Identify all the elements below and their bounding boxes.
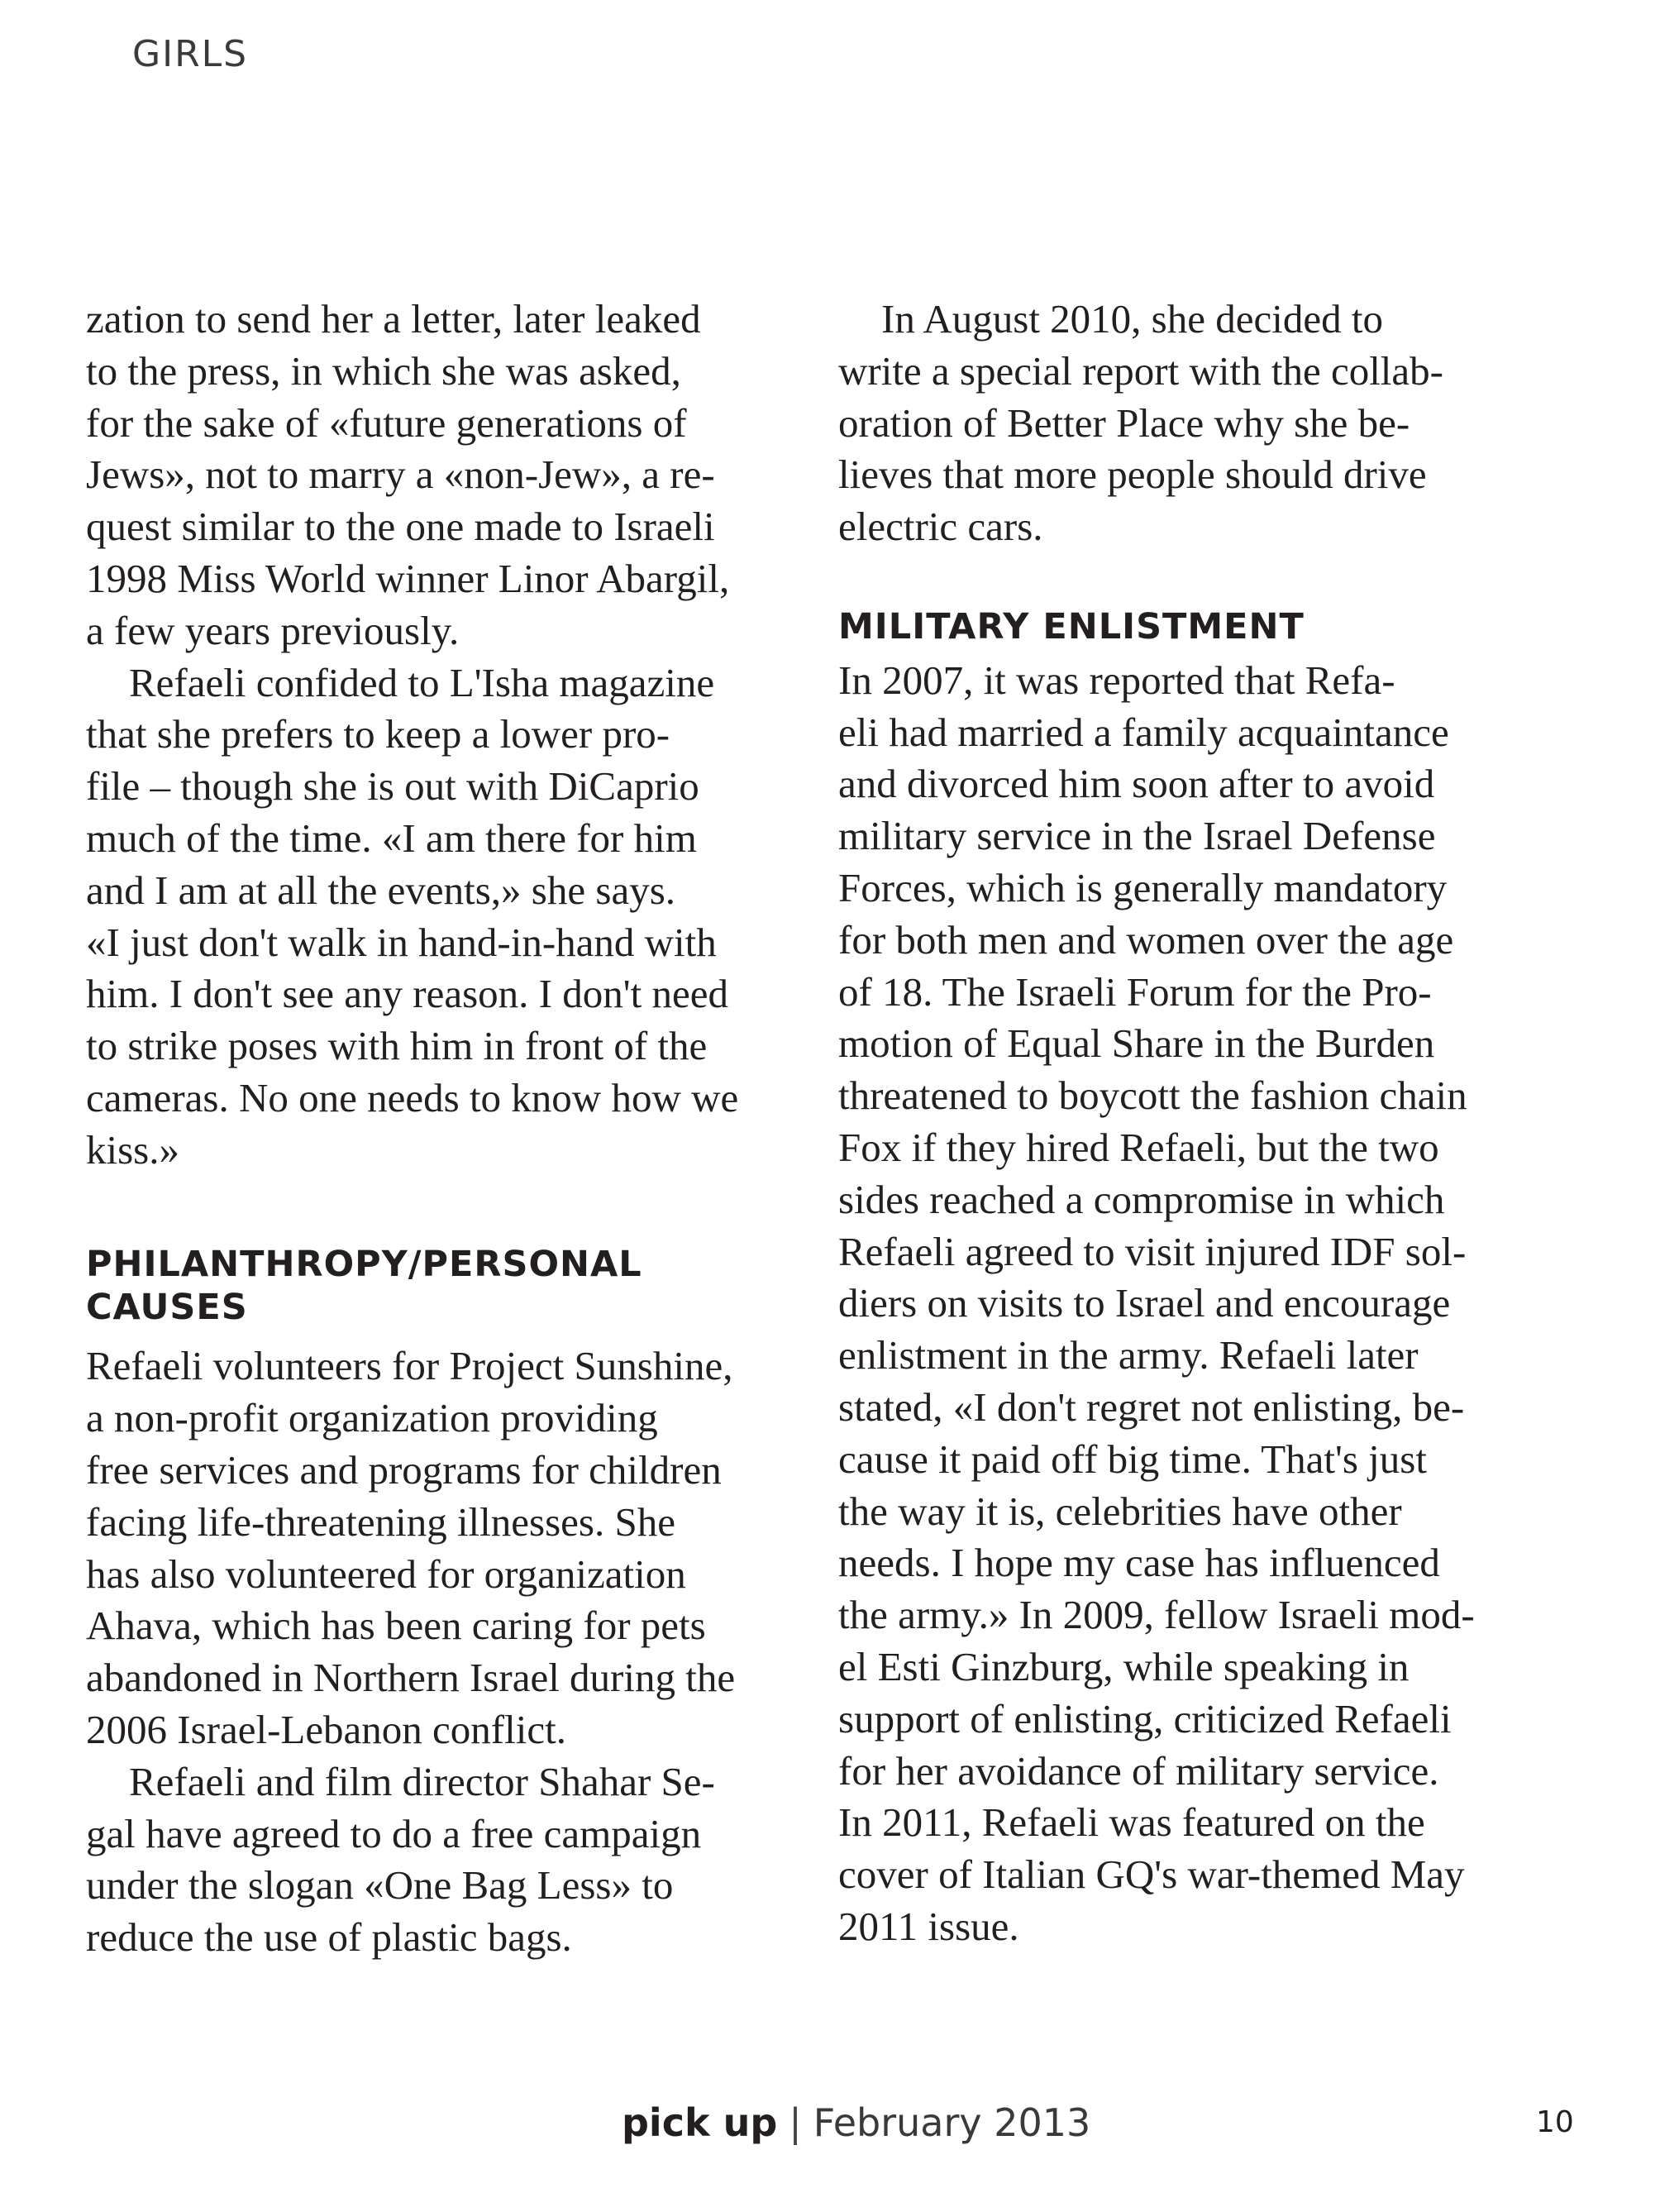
text-line: the way it is, celebrities have other	[838, 1488, 1402, 1534]
text-line: lieves that more people should drive	[838, 451, 1427, 498]
text-line: free services and programs for children	[86, 1446, 722, 1493]
page-number: 10	[1536, 2105, 1574, 2139]
text-line: of 18. The Israeli Forum for the Pro-	[838, 968, 1432, 1015]
text-line: Forces, which is generally mandatory	[838, 864, 1448, 910]
text-line: Refaeli confided to L'Isha magazine	[129, 659, 715, 705]
text-line: Refaeli volunteers for Project Sunshine,	[86, 1343, 733, 1389]
paragraph	[838, 655, 1582, 1953]
text-line: the army.» In 2009, fellow Israeli mod-	[838, 1592, 1475, 1638]
paragraph	[86, 657, 830, 1177]
text-line: under the slogan «One Bag Less» to	[86, 1862, 674, 1909]
footer-masthead	[622, 2100, 1090, 2145]
paragraph	[86, 1756, 830, 1964]
text-line: oration of Better Place why she be-	[838, 399, 1410, 446]
text-line: Jews», not to marry a «non-Jew», a re-	[86, 451, 715, 498]
text-line: 1998 Miss World winner Linor Abargil,	[86, 555, 730, 601]
heading-line: CAUSES	[86, 1287, 248, 1329]
text-line: electric cars.	[838, 504, 1043, 550]
text-line: 2006 Israel-Lebanon conflict.	[86, 1706, 566, 1752]
text-line: Refaeli agreed to visit injured IDF sol-	[838, 1228, 1467, 1274]
text-line: quest similar to the one made to Israeli	[86, 504, 715, 550]
text-line: diers on visits to Israel and encourage	[838, 1280, 1451, 1326]
text-line: Ahava, which has been caring for pets	[86, 1603, 706, 1649]
text-line: gal have agreed to do a free campaign	[86, 1810, 702, 1856]
section-label: GIRLS	[132, 33, 249, 75]
text-line: stated, «I don't regret not enlisting, be-	[838, 1383, 1465, 1430]
text-line: cause it paid off big time. That's just	[838, 1436, 1427, 1482]
text-line: motion of Equal Share in the Burden	[838, 1020, 1435, 1067]
text-line: In 2007, it was reported that Refa-	[838, 657, 1395, 703]
text-line: In August 2010, she decided to	[881, 296, 1383, 342]
text-line: threatened to boycott the fashion chain	[838, 1073, 1467, 1119]
text-line: to the press, in which she was asked,	[86, 347, 681, 394]
text-line: file – though she is out with DiCaprio	[86, 763, 699, 810]
text-line: and divorced him soon after to avoid	[838, 761, 1435, 807]
left-column	[86, 294, 830, 1964]
text-line: a non-profit organization providing	[86, 1395, 658, 1441]
heading-line: MILITARY ENLISTMENT	[838, 605, 1305, 647]
text-line: abandoned in Northern Israel during the	[86, 1655, 736, 1701]
issue-date: February 2013	[813, 2100, 1091, 2145]
text-line: for her avoidance of military service.	[838, 1747, 1439, 1794]
text-line: needs. I hope my case has influenced	[838, 1540, 1440, 1586]
text-line: In 2011, Refaeli was featured on the	[838, 1799, 1425, 1846]
text-line: Fox if they hired Refaeli, but the two	[838, 1124, 1439, 1170]
text-line: cameras. No one needs to know how we	[86, 1074, 739, 1120]
text-line: military service in the Israel Defense	[838, 813, 1436, 859]
text-line: reduce the use of plastic bags.	[86, 1914, 572, 1961]
text-line: facing life-threatening illnesses. She	[86, 1498, 675, 1545]
section-heading	[838, 605, 1582, 648]
text-line: him. I don't see any reason. I don't need	[86, 971, 728, 1017]
text-line: kiss.»	[86, 1126, 180, 1173]
text-line: for the sake of «future generations of	[86, 399, 687, 446]
text-line: to strike poses with him in front of the	[86, 1023, 708, 1069]
text-line: much of the time. «I am there for him	[86, 815, 697, 861]
heading-line: PHILANTHROPY/PERSONAL	[86, 1244, 642, 1286]
text-line: eli had married a family acquaintance	[838, 709, 1449, 755]
text-line: write a special report with the collab-	[838, 347, 1443, 394]
text-line: 2011 issue.	[838, 1903, 1019, 1949]
text-line: enlistment in the army. Refaeli later	[838, 1332, 1419, 1378]
text-line: and I am at all the events,» she says.	[86, 867, 676, 913]
text-line: sides reached a compromise in which	[838, 1176, 1445, 1222]
paragraph	[838, 294, 1582, 553]
text-line: a few years previously.	[86, 607, 460, 653]
paragraph	[86, 1340, 830, 1756]
section-heading	[86, 1243, 830, 1329]
text-line: «I just don't walk in hand-in-hand with	[86, 919, 717, 965]
text-line: for both men and women over the age	[838, 916, 1454, 963]
footer-separator: |	[789, 2100, 802, 2145]
right-column	[838, 294, 1582, 1953]
text-line: support of enlisting, criticized Refaeli	[838, 1695, 1452, 1741]
text-line: Refaeli and film director Shahar Se-	[129, 1758, 715, 1804]
text-line: that she prefers to keep a lower pro-	[86, 711, 670, 757]
magazine-name: pick up	[622, 2100, 778, 2145]
text-line: has also volunteered for organization	[86, 1550, 686, 1597]
paragraph	[86, 294, 830, 657]
text-line: cover of Italian GQ's war-themed May	[838, 1851, 1465, 1898]
text-line: el Esti Ginzburg, while speaking in	[838, 1643, 1410, 1689]
text-line: zation to send her a letter, later leaked	[86, 296, 701, 342]
